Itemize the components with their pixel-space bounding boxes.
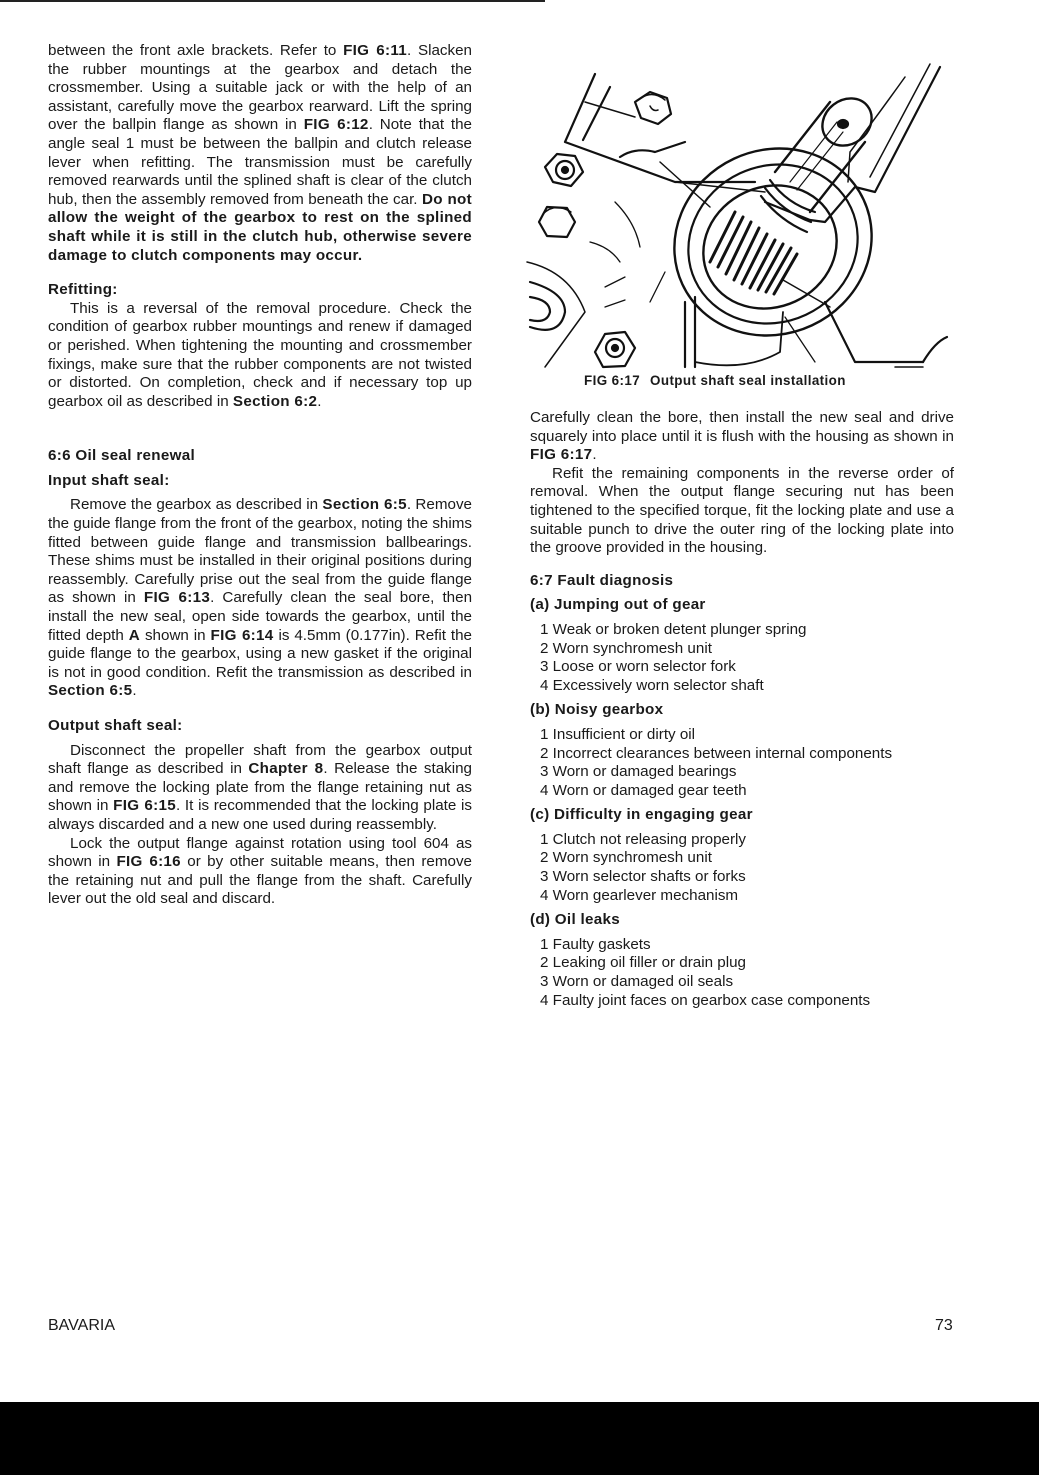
- left-column: [48, 42, 472, 909]
- refitting-paragraph: [48, 300, 472, 412]
- list-item: 3 Worn selector shafts or forks: [540, 868, 746, 886]
- fault-group-c: [530, 806, 954, 905]
- text: .: [132, 682, 137, 700]
- warning-text: Do not allow the weight of the gearbox to rest on the splined shaft while it is still in the clutch hub, otherwise severe damage to clutch components may occur.: [48, 190, 472, 264]
- text: . Release the staking and remove the locking plate from the flange retaining nut as shown in: [48, 760, 473, 815]
- fig-reference: FIG 6:11: [343, 42, 408, 59]
- text: shown in: [140, 626, 211, 644]
- section-6-6-heading: 6:6 Oil seal renewal: [48, 447, 195, 465]
- text: . It is recommended that the locking plate is always discarded and a new one used during reassembly.: [48, 797, 473, 833]
- output-seal-paragraph-1: [48, 742, 472, 835]
- output-seal-continued-paragraph-2: Refit the remaining components in the reverse order of removal. When the output flange securing nut has been tightened to the specified torque, fit the locking plate and use a suitable punch to drive the outer ring of the locking plate into the groove provided in the housing.: [530, 464, 954, 557]
- input-seal-paragraph: [48, 496, 472, 701]
- text: Carefully clean the bore, then install the new seal and drive squarely into place until it is flush with the housing as shown in: [530, 409, 954, 445]
- text: or by other suitable means, then remove the retaining nut and pull the flange from the shaft. Carefully lever out the old seal and discard.: [48, 853, 472, 908]
- list-item: 4 Worn or damaged gear teeth: [540, 781, 747, 799]
- figure-number: FIG 6:17: [584, 373, 641, 388]
- fault-group-d: [530, 911, 954, 1010]
- text: This is a reversal of the removal procedure. Check the condition of gearbox rubber mountings and renew if damaged or perished. When tightening the mounting and crossmember fixings, make sure that the rubber components are not twisted or distorted. On completion, check and if necessary top up gearbox oil as described in: [48, 299, 472, 410]
- intro-paragraph: [48, 42, 472, 265]
- scan-edge-line: [0, 0, 545, 2]
- list-item: 4 Worn gearlever mechanism: [540, 886, 739, 904]
- fault-group-heading: (c) Difficulty in engaging gear: [530, 806, 753, 824]
- list-item: 2 Worn synchromesh unit: [540, 849, 712, 867]
- output-seal-continued-paragraph-1: [530, 409, 954, 465]
- chapter-reference: Chapter 8: [248, 760, 324, 778]
- fault-group-b: [530, 701, 954, 800]
- page-number: 73: [935, 1317, 953, 1334]
- list-item: 1 Insufficient or dirty oil: [540, 725, 696, 743]
- text: Remove the gearbox as described in: [70, 496, 323, 514]
- list-item: 3 Worn or damaged bearings: [540, 763, 737, 781]
- text: . Note that the angle seal 1 must be between the ballpin and clutch release lever when refitting. The transmission must be carefully removed rearwards until the splined shaft is clear of the clutch hub, then the assembly removed from beneath the car.: [48, 116, 473, 208]
- text: . Carefully clean the seal bore, then install the new seal, open side towards the gearbox, until the fitted depth: [48, 589, 473, 644]
- output-shaft-seal-heading: Output shaft seal:: [48, 717, 183, 734]
- fig-reference: FIG 6:14: [210, 626, 274, 644]
- fig-reference: FIG 6:16: [116, 853, 181, 871]
- fault-list: [530, 621, 954, 695]
- text: . Slacken the rubber mountings at the gearbox and detach the crossmember. Using a suitable jack or with the help of an assistant, carefully move the gearbox rearward. Lift the spring over the ballpin flange as shown in: [48, 42, 472, 134]
- list-item: 4 Faulty joint faces on gearbox case components: [540, 991, 871, 1009]
- fig-reference: FIG 6:17: [530, 446, 593, 464]
- list-item: 3 Loose or worn selector fork: [540, 658, 736, 676]
- fault-group-heading: (a) Jumping out of gear: [530, 596, 706, 614]
- section-reference: Section 6:2: [232, 392, 318, 410]
- list-item: 1 Weak or broken detent plunger spring: [540, 620, 807, 638]
- text: Disconnect the propeller shaft from the gearbox output shaft flange as described in: [48, 741, 472, 778]
- list-item: 2 Incorrect clearances between internal components: [540, 744, 893, 762]
- text: .: [317, 392, 322, 410]
- fig-reference: FIG 6:13: [143, 589, 211, 607]
- text: between the front axle brackets. Refer to: [48, 42, 344, 59]
- list-item: 1 Clutch not releasing properly: [540, 830, 746, 848]
- fig-reference: FIG 6:15: [113, 797, 176, 815]
- list-item: 1 Faulty gaskets: [540, 935, 651, 953]
- figure-caption: [584, 373, 846, 388]
- list-item: 2 Leaking oil filler or drain plug: [540, 954, 746, 972]
- scan-bottom-border: [0, 1402, 1039, 1475]
- fault-group-heading: (d) Oil leaks: [530, 911, 620, 929]
- fault-list: [530, 936, 954, 1010]
- figure-caption-text: Output shaft seal installation: [650, 373, 846, 388]
- fault-group-heading: (b) Noisy gearbox: [530, 701, 664, 719]
- section-6-7-heading: 6:7 Fault diagnosis: [530, 571, 674, 589]
- fig-reference: FIG 6:12: [303, 116, 369, 134]
- list-item: 3 Worn or damaged oil seals: [540, 973, 734, 991]
- input-shaft-seal-heading: Input shaft seal:: [48, 471, 170, 489]
- fault-list: [530, 726, 954, 800]
- list-item: 2 Worn synchromesh unit: [540, 639, 712, 657]
- section-reference: Section 6:5: [322, 496, 407, 514]
- fault-group-a: [530, 596, 954, 695]
- list-item: 4 Excessively worn selector shaft: [540, 676, 764, 694]
- output-seal-paragraph-2: [48, 835, 472, 909]
- output-shaft-seal-illustration: [525, 62, 950, 372]
- text: .: [592, 446, 597, 464]
- book-title-footer: BAVARIA: [48, 1317, 115, 1334]
- fault-list: [530, 831, 954, 905]
- right-column: [530, 409, 954, 1010]
- dimension-label: A: [128, 626, 141, 644]
- text: is 4.5mm (0.177in). Refit the guide flange to the gearbox, using a new gasket if the original is not in good condition. Refit the transmission as described in: [48, 626, 473, 681]
- text: . Remove the guide flange from the front of the gearbox, noting the shims fitted between guide flange and transmission ballbearings. These shims must be installed in their original positions during reassembly. Carefully prise out the seal from the guide flange as shown in: [48, 496, 472, 607]
- refitting-heading: Refitting:: [48, 281, 118, 299]
- section-reference: Section 6:5: [48, 682, 133, 700]
- text: Lock the output flange against rotation using tool 604 as shown in: [48, 834, 472, 871]
